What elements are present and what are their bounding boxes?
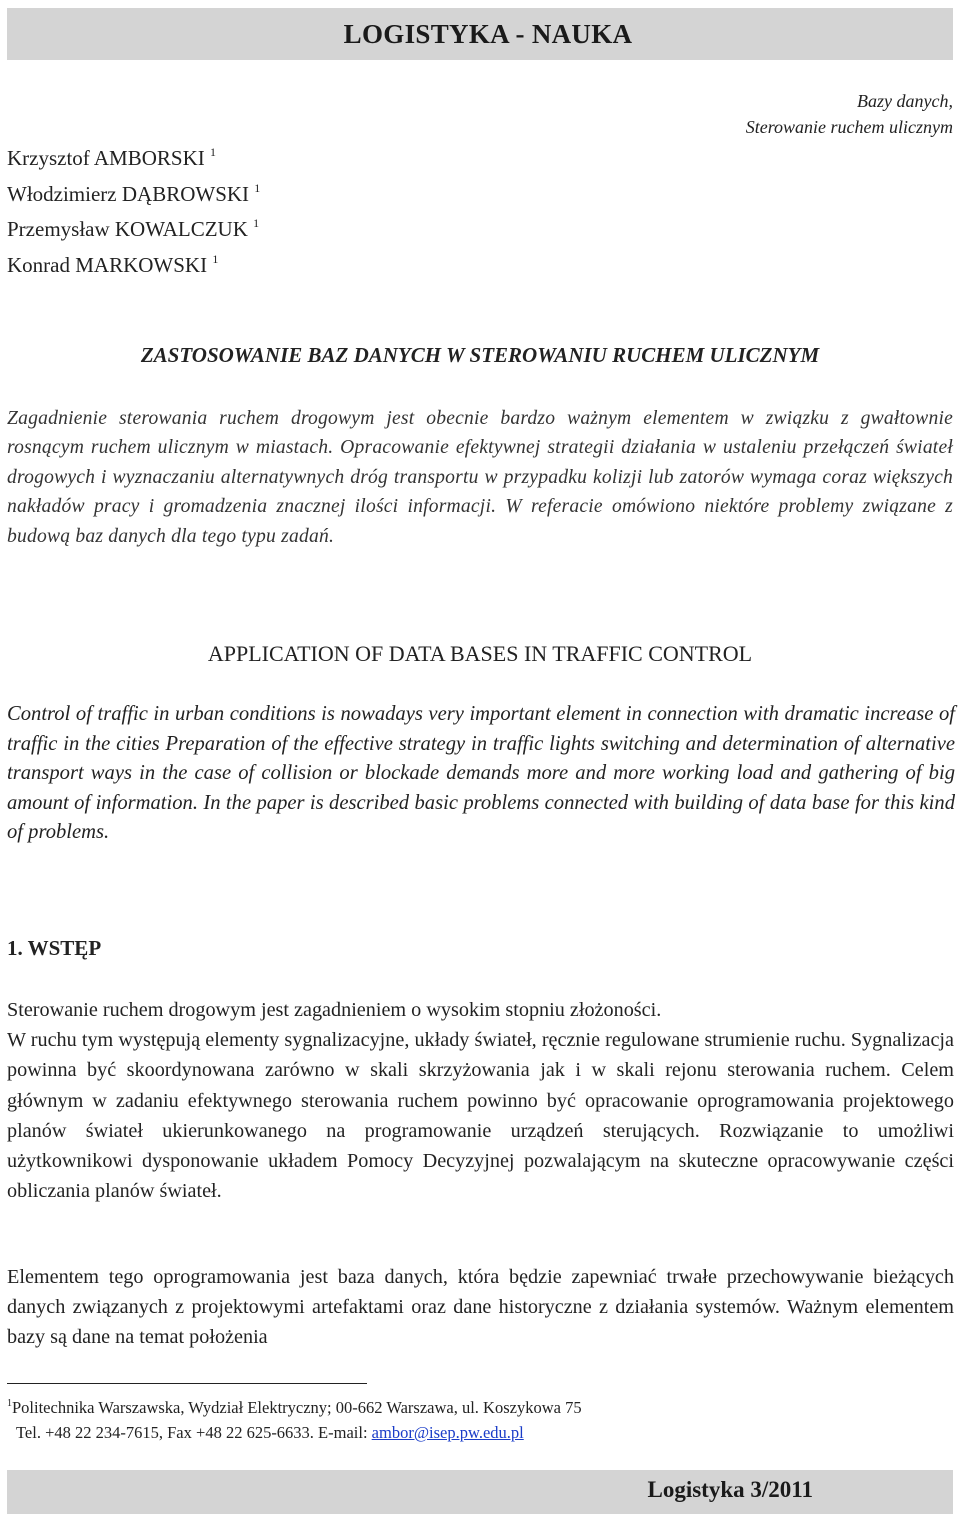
author-name: Włodzimierz DĄBROWSKI <box>7 181 250 206</box>
abstract-polish: Zagadnienie sterowania ruchem drogowym jest obecnie bardzo ważnym elementem w związku z gwałtownie rosnącym ruchem ulicznym w miastach. Opracowanie efektywnej strategii działania w ustaleniu przełączeń świateł drogowych i wyznaczaniu alternatywnych dróg transportu w przypadku kolizji lub zatorów wymaga coraz większych nakładów pracy i gromadzenia znacznej ilości informacji. W referacie omówiono niektóre problemy związane z budową baz danych dla tego typu zadań. <box>7 408 953 547</box>
affiliation-text: Politechnika Warszawska, Wydział Elektryczny; 00-662 Warszawa, ul. Koszykowa 75 <box>12 1398 582 1417</box>
journal-issue: Logistyka 3/2011 <box>647 1477 813 1502</box>
footnote-mark: 1 <box>7 1398 12 1409</box>
author <box>7 174 260 210</box>
paper-title-polish: ZASTOSOWANIE BAZ DANYCH W STEROWANIU RUCHEM ULICZNYM <box>140 343 820 367</box>
body-paragraph <box>7 995 954 1206</box>
keyword-line: Bazy danych, <box>857 91 953 111</box>
abstract-english: Control of traffic in urban conditions is nowadays very important element in connection with dramatic increase of traffic in the cities Preparation of the effective strategy in traffic lights switching and determination of alternative transport ways in the case of collision or blockade demands more and more working load and gathering of big amount of information. In the paper is described basic problems connected with building of data base for this kind of problems. <box>7 703 955 843</box>
footnote-line <box>7 1391 582 1420</box>
author <box>7 245 260 281</box>
affiliation-mark: 1 <box>253 216 260 230</box>
footnote-line <box>7 1420 582 1445</box>
affiliation-mark: 1 <box>210 145 216 159</box>
footer-bar <box>7 1470 953 1514</box>
keyword-line: Sterowanie ruchem ulicznym <box>745 117 953 137</box>
author <box>7 138 260 174</box>
header-bar <box>7 8 953 60</box>
contact-text: Tel. +48 22 234-7615, Fax +48 22 625-6633. E-mail: <box>16 1423 372 1442</box>
affiliation-mark: 1 <box>254 180 261 195</box>
author-name: Konrad MARKOWSKI <box>7 252 208 277</box>
paragraph-text: W ruchu tym występują elementy sygnalizacyjne, układy świateł, ręcznie regulowane strumienie ruchu. Sygnalizacja powinna być skoordynowana zarówno w skali skrzyżowania jak i w skali rejonu sterowania ruchem. Celem głównym w zadaniu efektywnego sterowania ruchem powinno być opracowanie oprogramowania projektowego planów świateł ukierunkowanego na programowanie urządzeń sterujących. Rozwiązanie to umożliwi użytkownikowi dysponowanie układem Pomocy Decyzyjnej pozwalającym na skuteczne opracowywanie części obliczania planów świateł. <box>7 1029 954 1203</box>
author-name: Przemysław KOWALCZUK <box>7 217 248 241</box>
footnote-divider <box>7 1383 367 1384</box>
paper-title-english: APPLICATION OF DATA BASES IN TRAFFIC CONTROL <box>207 641 753 666</box>
footnote <box>7 1391 582 1445</box>
email-link[interactable]: ambor@isep.pw.edu.pl <box>371 1423 524 1442</box>
author-name: Krzysztof AMBORSKI <box>7 146 205 170</box>
author-list <box>7 138 260 280</box>
journal-section-title: LOGISTYKA - NAUKA <box>343 18 633 49</box>
section-heading: 1. WSTĘP <box>7 936 102 960</box>
affiliation-mark: 1 <box>212 251 219 266</box>
body-paragraph: Elementem tego oprogramowania jest baza danych, która będzie zapewniać trwałe przechowywanie bieżących danych związanych z projektowymi artefaktami oraz dane historyczne z działania systemów. Ważnym elementem bazy są dane na temat położenia <box>7 1266 954 1349</box>
paragraph-first-line: Sterowanie ruchem drogowym jest zagadnieniem o wysokim stopniu złożoności. <box>7 999 662 1021</box>
keywords <box>746 88 953 140</box>
author <box>7 209 260 245</box>
